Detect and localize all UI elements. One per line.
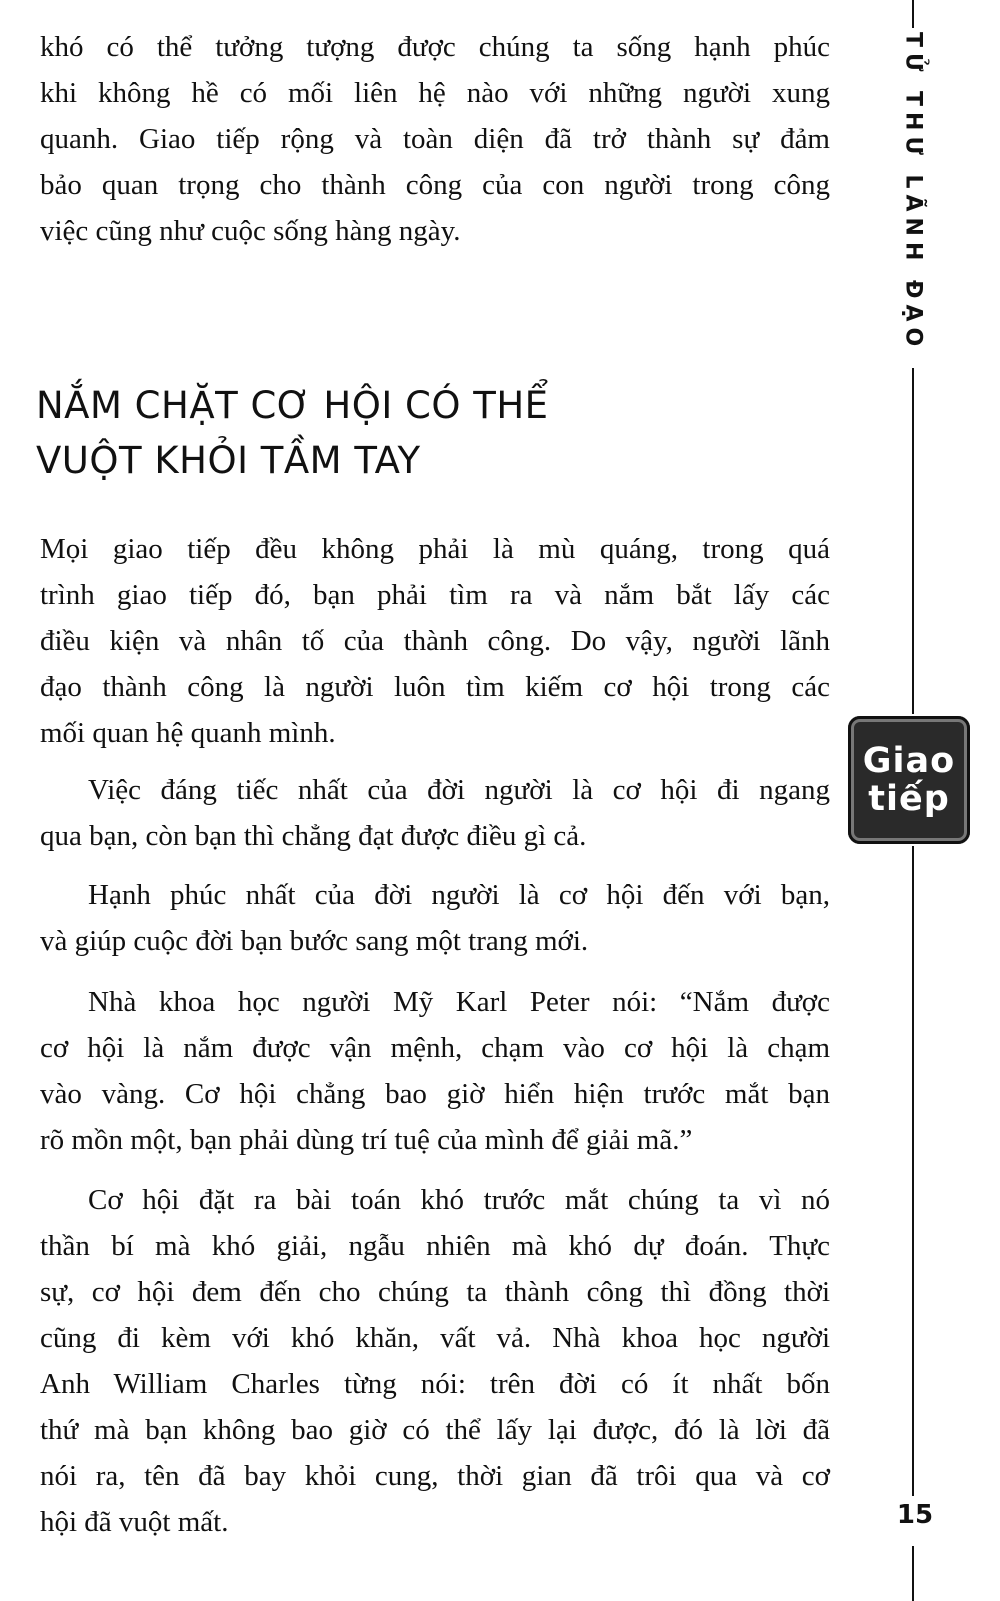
- text-line: và giúp cuộc đời bạn bước sang một trang mới.: [40, 925, 589, 957]
- heading-line: VUỘT KHỎI TẦM TAY: [36, 439, 421, 482]
- text-line: việc cũng như cuộc sống hàng ngày.: [40, 215, 461, 247]
- text-line: cơ hội là nắm được vận mệnh, chạm vào cơ hội là chạm: [40, 1032, 830, 1064]
- text-line: Anh William Charles từng nói: trên đời có ít nhất bốn: [40, 1368, 830, 1400]
- badge-line: Giao: [862, 741, 956, 781]
- text-line: Việc đáng tiếc nhất của đời người là cơ hội đi ngang: [88, 774, 830, 806]
- text-line: qua bạn, còn bạn thì chẳng đạt được điều gì cả.: [40, 820, 587, 852]
- margin-rule: [912, 1546, 914, 1601]
- running-head-text: TỬ THƯ LÃNH ĐẠO: [900, 32, 926, 353]
- text-line: Nhà khoa học người Mỹ Karl Peter nói: “Nắm được: [88, 986, 830, 1018]
- text-line: vào vàng. Cơ hội chẳng bao giờ hiển hiện trước mắt bạn: [40, 1078, 830, 1110]
- text-line: khó có thể tưởng tượng được chúng ta sống hạnh phúc: [40, 31, 830, 63]
- section-heading: [36, 378, 549, 488]
- text-line: khi không hề có mối liên hệ nào với những người xung: [40, 77, 830, 109]
- running-head: [893, 32, 933, 362]
- page-number: 15: [896, 1500, 934, 1530]
- heading-line: NẮM CHẶT CƠ HỘI CÓ THỂ: [36, 384, 549, 427]
- paragraph: [40, 872, 830, 964]
- text-line: rõ mồn một, bạn phải dùng trí tuệ của mình để giải mã.”: [40, 1124, 693, 1156]
- text-line: trình giao tiếp đó, bạn phải tìm ra và nắm bắt lấy các: [40, 579, 830, 611]
- text-line: Mọi giao tiếp đều không phải là mù quáng, trong quá: [40, 533, 830, 565]
- text-line: Cơ hội đặt ra bài toán khó trước mắt chúng ta vì nó: [88, 1184, 830, 1216]
- intro-paragraph: [40, 24, 830, 254]
- margin-rule: [912, 368, 914, 714]
- quote-paragraph: [40, 979, 830, 1163]
- text-line: bảo quan trọng cho thành công của con người trong công: [40, 169, 830, 201]
- text-line: quanh. Giao tiếp rộng và toàn diện đã trở thành sự đảm: [40, 123, 830, 155]
- text-line: mối quan hệ quanh mình.: [40, 717, 336, 749]
- text-line: cũng đi kèm với khó khăn, vất vả. Nhà khoa học người: [40, 1322, 830, 1354]
- paragraph: [40, 767, 830, 859]
- margin-rule: [912, 0, 914, 28]
- text-line: sự, cơ hội đem đến cho chúng ta thành công thì đồng thời: [40, 1276, 830, 1308]
- text-line: thần bí mà khó giải, ngẫu nhiên mà khó dự đoán. Thực: [40, 1230, 830, 1262]
- text-line: đạo thành công là người luôn tìm kiếm cơ hội trong các: [40, 671, 830, 703]
- text-line: thứ mà bạn không bao giờ có thể lấy lại được, đó là lời đã: [40, 1414, 830, 1446]
- text-line: điều kiện và nhân tố của thành công. Do vậy, người lãnh: [40, 625, 830, 657]
- chapter-badge: [848, 716, 970, 844]
- badge-line: tiếp: [868, 779, 950, 819]
- text-line: hội đã vuột mất.: [40, 1506, 229, 1538]
- text-line: Hạnh phúc nhất của đời người là cơ hội đến với bạn,: [88, 879, 830, 911]
- paragraph: [40, 1177, 830, 1545]
- text-line: nói ra, tên đã bay khỏi cung, thời gian đã trôi qua và cơ: [40, 1460, 830, 1492]
- margin-rule: [912, 846, 914, 1496]
- paragraph: [40, 526, 830, 756]
